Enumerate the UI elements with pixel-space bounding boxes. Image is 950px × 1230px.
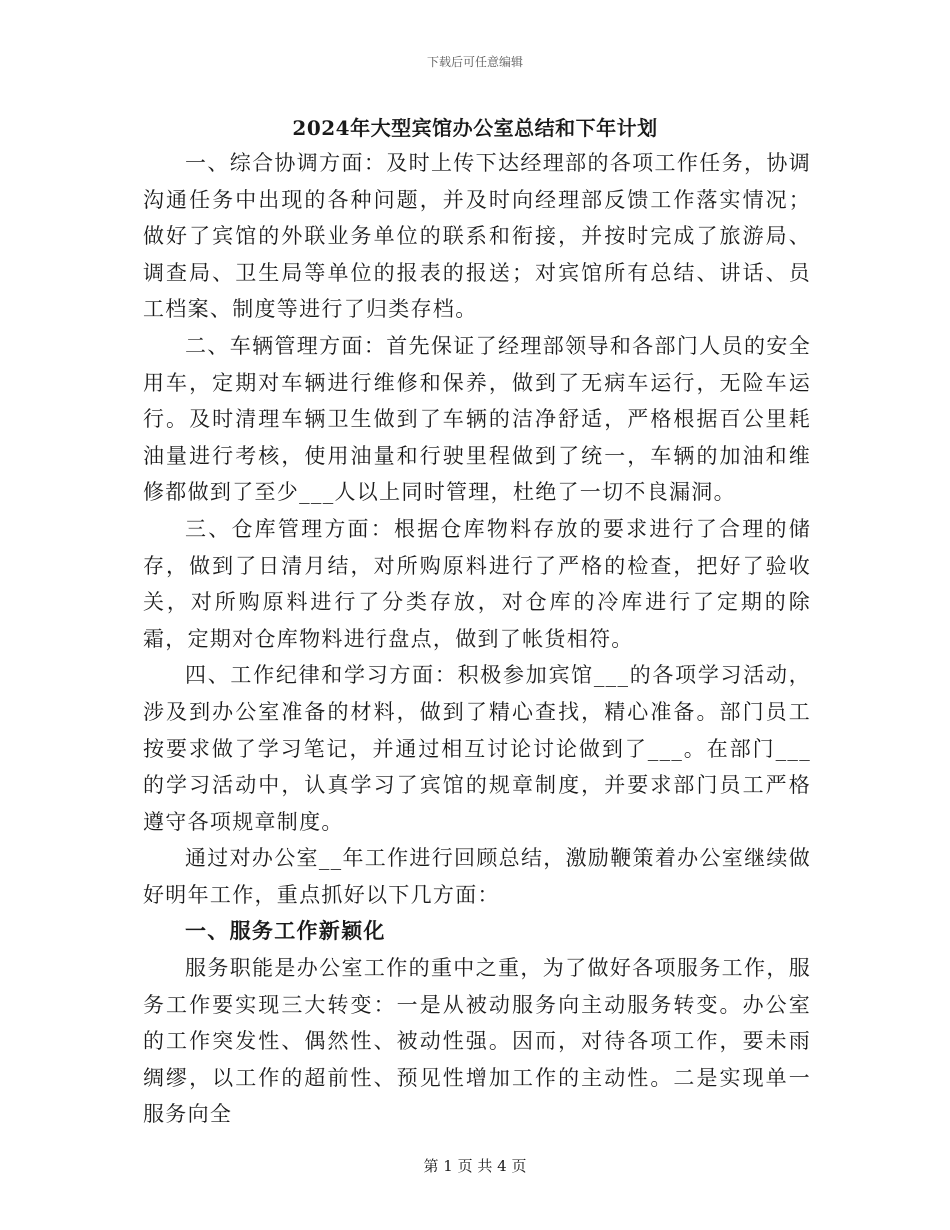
header-note: 下载后可任意编辑: [426, 55, 523, 69]
page-footer: 第 1 页 共 4 页: [423, 1157, 527, 1175]
paragraph-warehouse-management: 三、仓库管理方面：根据仓库物料存放的要求进行了合理的储存，做到了日清月结，对所购原料进行了严格的检查，把好了验收关，对所购原料进行了分类存放，对仓库的冷库进行了定期的除霜，定期对仓库物料进行盘点，做到了帐货相符。: [143, 516, 811, 651]
paragraph-coordination: 一、综合协调方面：及时上传下达经理部的各项工作任务，协调沟通任务中出现的各种问题，并及时向经理部反馈工作落实情况；做好了宾馆的外联业务单位的联系和衔接，并按时完成了旅游局、调查局、卫生局等单位的报表的报送；对宾馆所有总结、讲话、员工档案、制度等进行了归类存档。: [143, 151, 811, 322]
paragraph-vehicle-management: 二、车辆管理方面：首先保证了经理部领导和各部门人员的安全用车，定期对车辆进行维修和保养，做到了无病车运行，无险车运行。及时清理车辆卫生做到了车辆的洁净舒适，严格根据百公里耗油量进行考核，使用油量和行驶里程做到了统一，车辆的加油和维修都做到了至少___人以上同时管理，杜绝了一切不良漏洞。: [143, 333, 811, 505]
paragraph-summary: 通过对办公室__年工作进行回顾总结，激励鞭策着办公室继续做好明年工作，重点抓好以下几方面：: [143, 846, 811, 907]
paragraph-service: 服务职能是办公室工作的重中之重，为了做好各项服务工作，服务工作要实现三大转变：一是从被动服务向主动服务转变。办公室的工作突发性、偶然性、被动性强。因而，对待各项工作，要未雨绸缪，以工作的超前性、预见性增加工作的主动性。二是实现单一服务向全: [143, 956, 811, 1127]
document-title: 2024年大型宾馆办公室总结和下年计划: [292, 116, 658, 140]
section-heading: 一、服务工作新颖化: [185, 918, 386, 944]
document-body: [143, 145, 811, 1133]
paragraph-discipline-learning: 四、工作纪律和学习方面：积极参加宾馆___的各项学习活动，涉及到办公室准备的材料，做到了精心查找，精心准备。部门员工按要求做了学习笔记，并通过相互讨论讨论做到了___。在部门___的学习活动中，认真学习了宾馆的规章制度，并要求部门员工严格遵守各项规章制度。: [143, 663, 811, 834]
